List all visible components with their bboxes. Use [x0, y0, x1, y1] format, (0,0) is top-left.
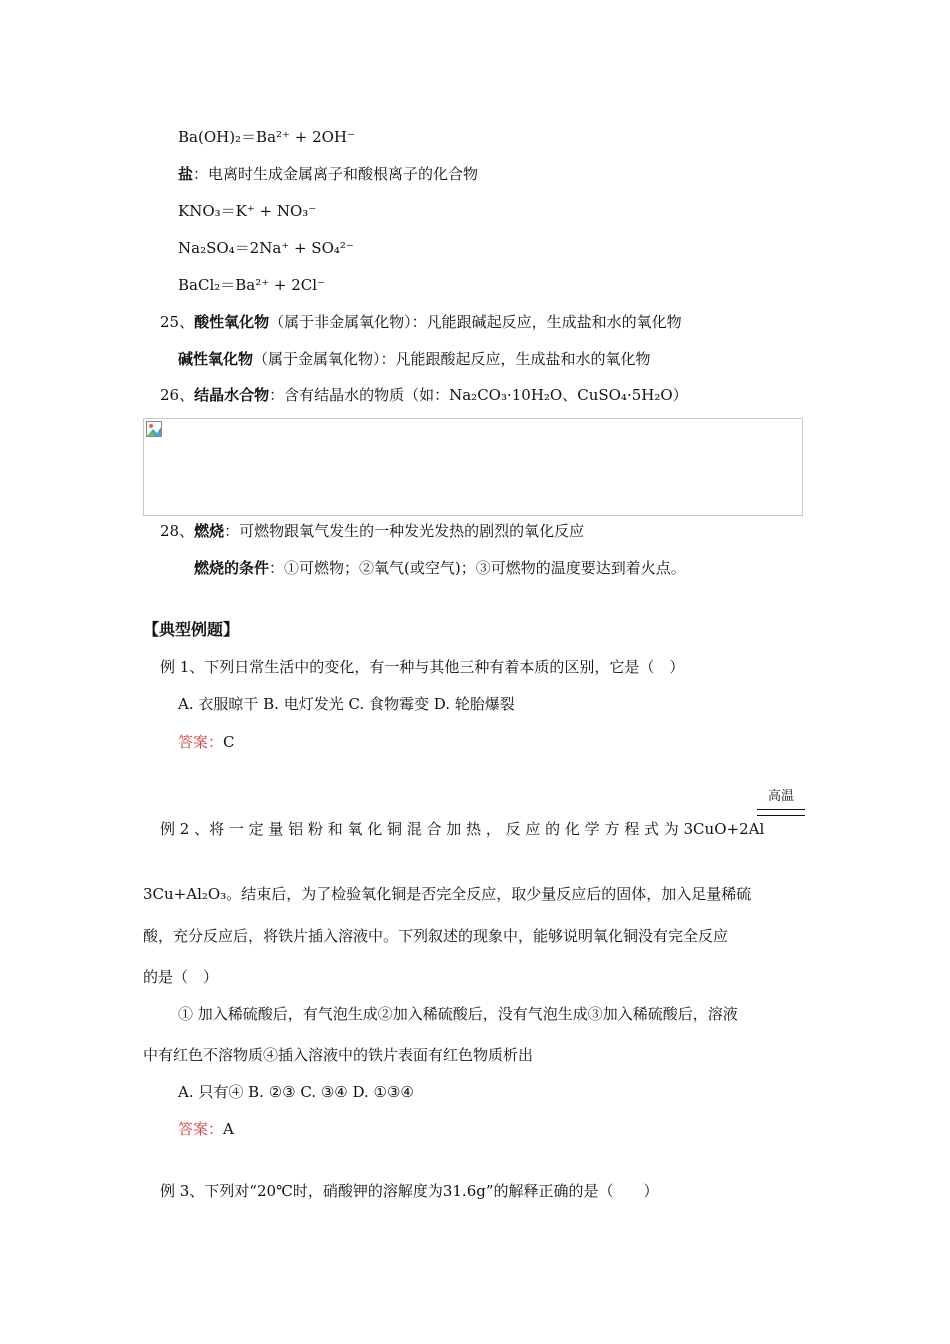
formula-bacl2: BaCl₂＝Ba²⁺ + 2Cl⁻ — [178, 276, 325, 294]
conditions-term: 燃烧的条件 — [194, 559, 270, 577]
reaction-condition: 高温 — [767, 789, 794, 804]
example-2-options: A. 只有④ B. ②③ C. ③④ D. ①③④ — [178, 1083, 414, 1101]
item-26: 26、结晶水合物：含有结晶水的物质（如：Na₂CO₃·10H₂O、CuSO₄·5H₂O） — [160, 386, 688, 404]
broken-image-placeholder — [143, 418, 803, 516]
base-oxide-term: 碱性氧化物 — [178, 350, 254, 368]
answer-value: C — [223, 733, 235, 751]
base-oxide-definition: 碱性氧化物（属于金属氧化物）：凡能跟酸起反应，生成盐和水的氧化物 — [178, 350, 651, 368]
answer-label: 答案： — [178, 733, 224, 751]
salt-term: 盐 — [178, 165, 194, 183]
combustion-term: 燃烧 — [194, 522, 225, 540]
example-2-line-2: 3Cu+Al₂O₃。结束后，为了检验氧化铜是否完全反应，取少量反应后的固体，加入足量稀硫 — [143, 885, 752, 903]
formula-kno3: KNO₃＝K⁺ + NO₃⁻ — [178, 202, 317, 220]
equals-line-bottom — [757, 815, 805, 816]
salt-def: ：电离时生成金属离子和酸根离子的化合物 — [193, 165, 479, 183]
equals-line-top — [757, 809, 805, 810]
hydrate-term: 结晶水合物 — [194, 386, 270, 404]
example-2-line-4: 的是（ ） — [143, 968, 219, 986]
example-2-line-1: 例 2 、将 一 定 量 铝 粉 和 氧 化 铜 混 合 加 热 ， 反 应 的 化 学 方 程 式 为 3CuO+2Al — [160, 820, 765, 838]
salt-definition — [178, 164, 478, 184]
answer-value: A — [223, 1120, 234, 1138]
formula-baoh2: Ba(OH)₂＝Ba²⁺ + 2OH⁻ — [178, 128, 355, 146]
example-1-question: 例 1、下列日常生活中的变化，有一种与其他三种有着本质的区别，它是（ ） — [160, 658, 685, 676]
formula-na2so4: Na₂SO₄＝2Na⁺ + SO₄²⁻ — [178, 239, 354, 257]
example-2-answer — [178, 1119, 234, 1139]
answer-label: 答案： — [178, 1120, 224, 1138]
combustion-conditions: 燃烧的条件：①可燃物；②氧气(或空气)；③可燃物的温度要达到着火点。 — [194, 559, 686, 577]
example-1-answer — [178, 732, 235, 752]
example-3-question: 例 3、下列对“20℃时，硝酸钾的溶解度为31.6g”的解释正确的是（ ） — [160, 1182, 659, 1200]
example-1-options: A. 衣服晾干 B. 电灯发光 C. 食物霉变 D. 轮胎爆裂 — [178, 695, 515, 713]
item-28: 28、燃烧：可燃物跟氧气发生的一种发光发热的剧烈的氧化反应 — [160, 522, 585, 540]
example-2-statement-2: 中有红色不溶物质④插入溶液中的铁片表面有红色物质析出 — [143, 1046, 534, 1064]
item-25: 25、酸性氧化物（属于非金属氧化物）：凡能跟碱起反应，生成盐和水的氧化物 — [160, 313, 682, 331]
example-2-statement-1: ① 加入稀硫酸后，有气泡生成②加入稀硫酸后，没有气泡生成③加入稀硫酸后，溶液 — [178, 1005, 738, 1023]
example-2-line-3: 酸，充分反应后，将铁片插入溶液中。下列叙述的现象中，能够说明氧化铜没有完全反应 — [143, 927, 729, 945]
broken-image-icon — [146, 421, 162, 437]
acid-oxide-term: 酸性氧化物 — [194, 313, 270, 331]
section-title: 【典型例题】 — [143, 620, 240, 639]
